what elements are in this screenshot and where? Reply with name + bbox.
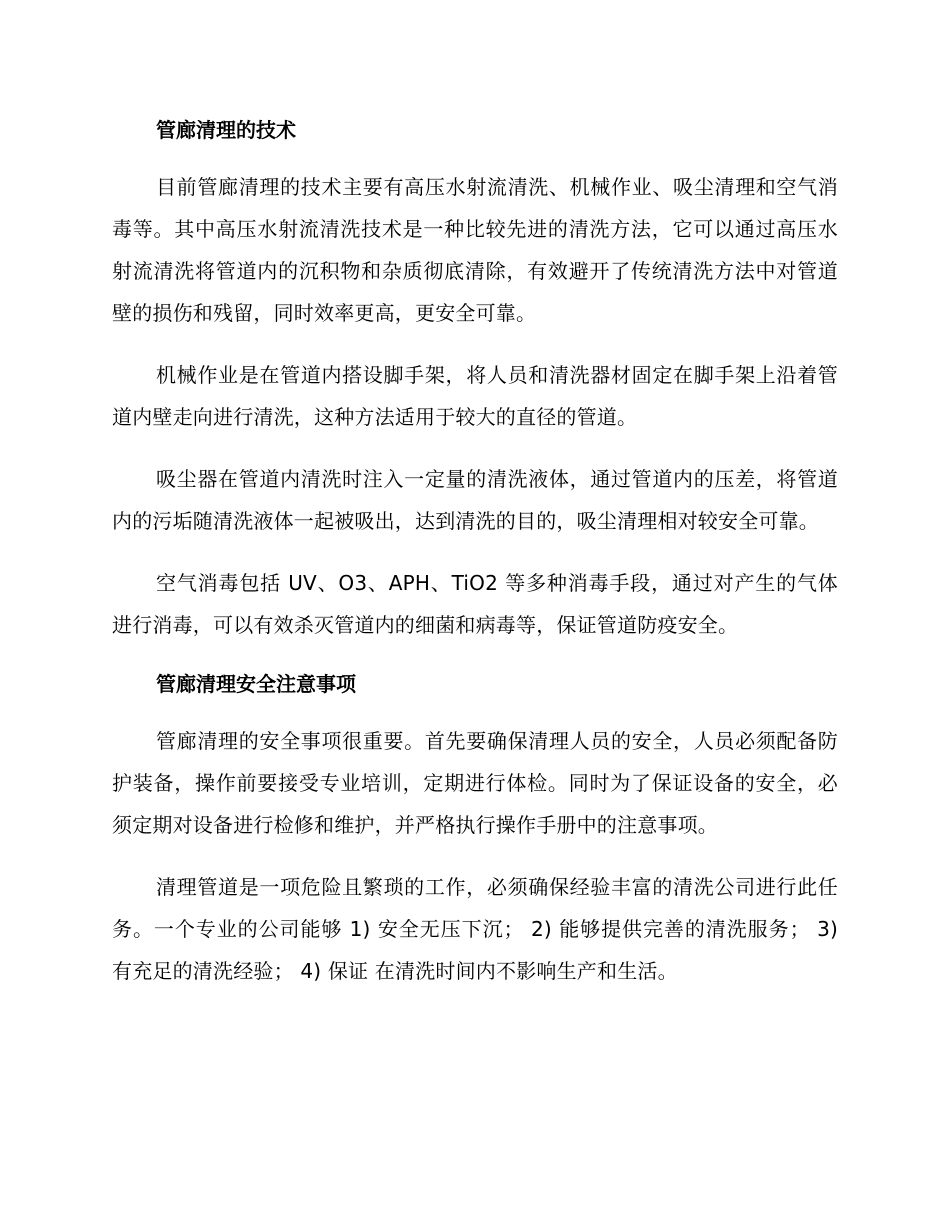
- paragraph-vacuum-cleaning: 吸尘器在管道内清洗时注入一定量的清洗液体，通过管道内的压差，将管道内的污垢随清洗液体一起被吸出，达到清洗的目的，吸尘清理相对较安全可靠。: [112, 467, 838, 533]
- section-heading-safety-notes: 管廊清理安全注意事项: [156, 672, 356, 696]
- paragraph-technology-overview: 目前管廊清理的技术主要有高压水射流清洗、机械作业、吸尘清理和空气消毒等。其中高压水射流清洗技术是一种比较先进的清洗方法，它可以通过高压水射流清洗将管道内的沉积物和杂质彻底清除，有效避开了传统清洗方法中对管道壁的损伤和残留，同时效率更高，更安全可靠。: [112, 175, 838, 325]
- section-heading-cleaning-technology: 管廊清理的技术: [156, 118, 296, 142]
- paragraph-air-disinfection: 空气消毒包括 UV、O3、APH、TiO2 等多种消毒手段，通过对产生的气体进行消毒，可以有效杀灭管道内的细菌和病毒等，保证管道防疫安全。: [112, 571, 838, 637]
- paragraph-mechanical-work: 机械作业是在管道内搭设脚手架，将人员和清洗器材固定在脚手架上沿着管道内壁走向进行清洗，这种方法适用于较大的直径的管道。: [112, 363, 838, 429]
- paragraph-professional-company: 清理管道是一项危险且繁琐的工作，必须确保经验丰富的清洗公司进行此任务。一个专业的公司能够 1) 安全无压下沉； 2) 能够提供完善的清洗服务； 3) 有充足的清洗经验； 4) 保证 在清洗时间内不影响生产和生活。: [112, 875, 838, 983]
- paragraph-safety-matters: 管廊清理的安全事项很重要。首先要确保清理人员的安全，人员必须配备防护装备，操作前要接受专业培训，定期进行体检。同时为了保证设备的安全，必须定期对设备进行检修和维护，并严格执行操作手册中的注意事项。: [112, 729, 838, 837]
